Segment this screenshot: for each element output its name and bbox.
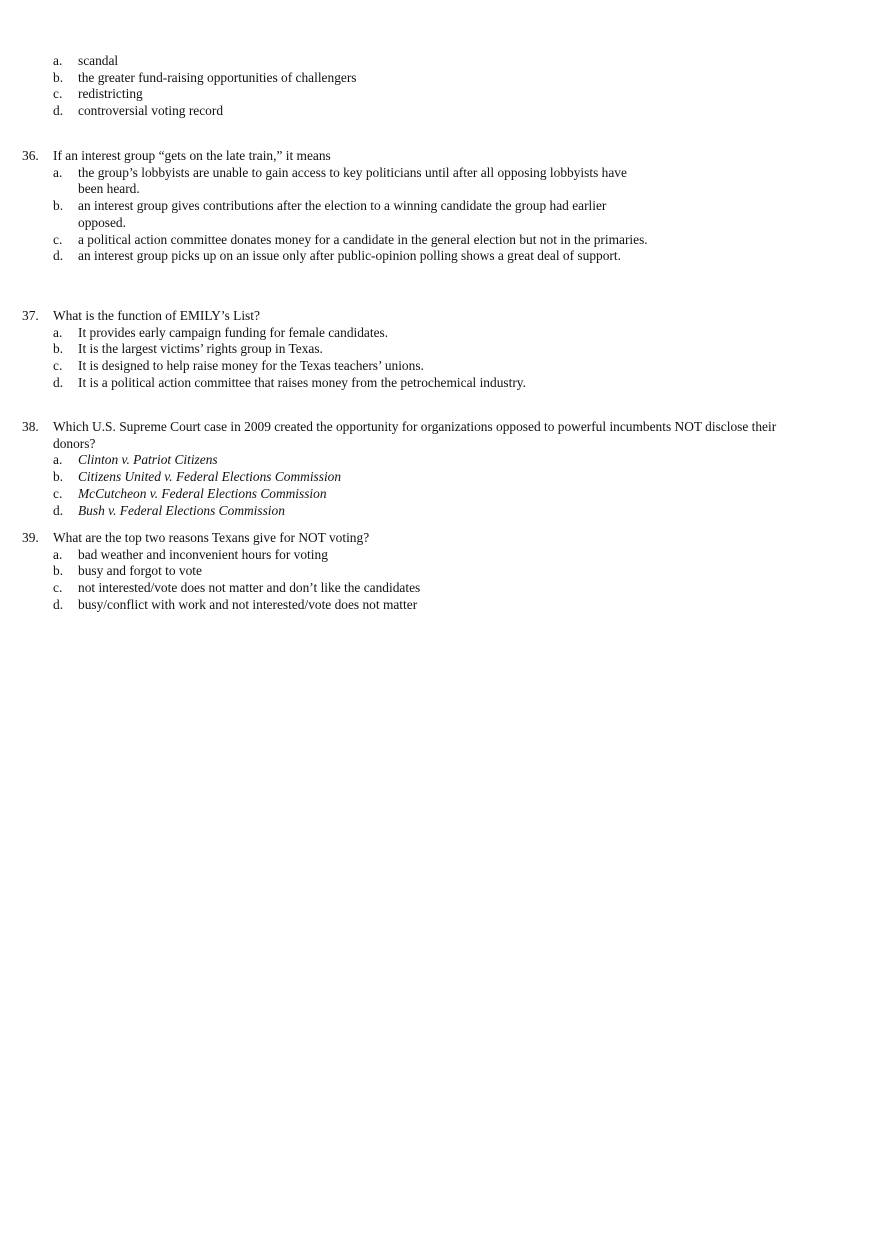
option-text: busy/conflict with work and not interested/vote does not matter	[78, 596, 418, 612]
option	[0, 165, 653, 198]
option-text: an interest group picks up on an issue only after public-opinion polling shows a great deal of support.	[78, 248, 621, 264]
option-letter: d.	[53, 103, 64, 119]
option	[0, 325, 778, 342]
option	[0, 198, 653, 231]
question-text: If an interest group “gets on the late train,” it means	[53, 148, 331, 163]
option	[0, 486, 653, 503]
question-35-options	[0, 53, 653, 120]
question-number: 38.	[22, 419, 39, 434]
option-letter: a.	[53, 324, 63, 340]
option-letter: b.	[53, 341, 64, 357]
option-letter: c.	[53, 86, 63, 102]
option	[0, 375, 778, 392]
option	[0, 503, 653, 520]
question-text: Which U.S. Supreme Court case in 2009 created the opportunity for organizations opposed to powerful incumbents NOT disclose their donors?	[53, 419, 777, 451]
option-text: a political action committee donates money for a candidate in the general election but not in the primaries.	[78, 231, 648, 247]
option-letter: d.	[53, 502, 64, 518]
option	[0, 70, 653, 87]
option	[0, 358, 778, 375]
option	[0, 248, 653, 265]
question-stem	[0, 148, 808, 165]
question-text: What are the top two reasons Texans give for NOT voting?	[53, 530, 370, 545]
option-text: an interest group gives contributions after the election to a winning candidate the group had earlier opposed.	[78, 198, 607, 230]
option-letter: b.	[53, 563, 64, 579]
option-text: It is designed to help raise money for the Texas teachers’ unions.	[78, 358, 424, 374]
option-letter: b.	[53, 69, 64, 85]
option-text: It is a political action committee that raises money from the petrochemical industry.	[78, 374, 526, 390]
question-stem	[0, 530, 808, 547]
option	[0, 232, 653, 249]
option-letter: c.	[53, 485, 63, 501]
option-text: not interested/vote does not matter and don’t like the candidates	[78, 580, 421, 596]
option	[0, 563, 653, 580]
option	[0, 597, 653, 614]
option-text: Citizens United v. Federal Elections Commission	[78, 469, 342, 485]
option-letter: b.	[53, 198, 64, 214]
option-text: the group’s lobbyists are unable to gain access to key politicians until after all opposing lobbyists have been heard.	[78, 164, 627, 197]
option-letter: a.	[53, 53, 63, 68]
option-letter: d.	[53, 248, 64, 264]
option-text: Bush v. Federal Elections Commission	[78, 502, 285, 518]
option-text: busy and forgot to vote	[78, 563, 202, 579]
option-text: McCutcheon v. Federal Elections Commission	[78, 485, 327, 501]
option	[0, 53, 653, 70]
option-text: bad weather and inconvenient hours for voting	[78, 546, 328, 562]
option-text: redistricting	[78, 86, 143, 102]
option-letter: c.	[53, 358, 63, 374]
option-text: It provides early campaign funding for female candidates.	[78, 324, 389, 340]
option-text: It is the largest victims’ rights group in Texas.	[78, 341, 323, 357]
option-text: controversial voting record	[78, 103, 224, 119]
question-37	[0, 308, 808, 392]
option	[0, 580, 653, 597]
option	[0, 103, 653, 120]
option-letter: c.	[53, 580, 63, 596]
option	[0, 341, 778, 358]
question-text: What is the function of EMILY’s List?	[53, 308, 260, 323]
option-text: the greater fund-raising opportunities of challengers	[78, 69, 357, 85]
option	[0, 452, 653, 469]
question-stem	[0, 419, 808, 452]
option-letter: d.	[53, 596, 64, 612]
option	[0, 86, 653, 103]
option-letter: b.	[53, 469, 64, 485]
option-letter: a.	[53, 164, 63, 180]
option-letter: a.	[53, 452, 63, 468]
question-36	[0, 148, 808, 265]
question-number: 39.	[22, 530, 39, 545]
option	[0, 547, 653, 564]
option-letter: d.	[53, 374, 64, 390]
option	[0, 469, 653, 486]
question-number: 37.	[22, 308, 39, 323]
question-stem	[0, 308, 808, 325]
question-38	[0, 419, 808, 519]
question-number: 36.	[22, 148, 39, 163]
option-text: Clinton v. Patriot Citizens	[78, 452, 218, 468]
option-letter: a.	[53, 546, 63, 562]
option-text: scandal	[78, 53, 119, 68]
option-letter: c.	[53, 231, 63, 247]
question-39	[0, 530, 808, 614]
